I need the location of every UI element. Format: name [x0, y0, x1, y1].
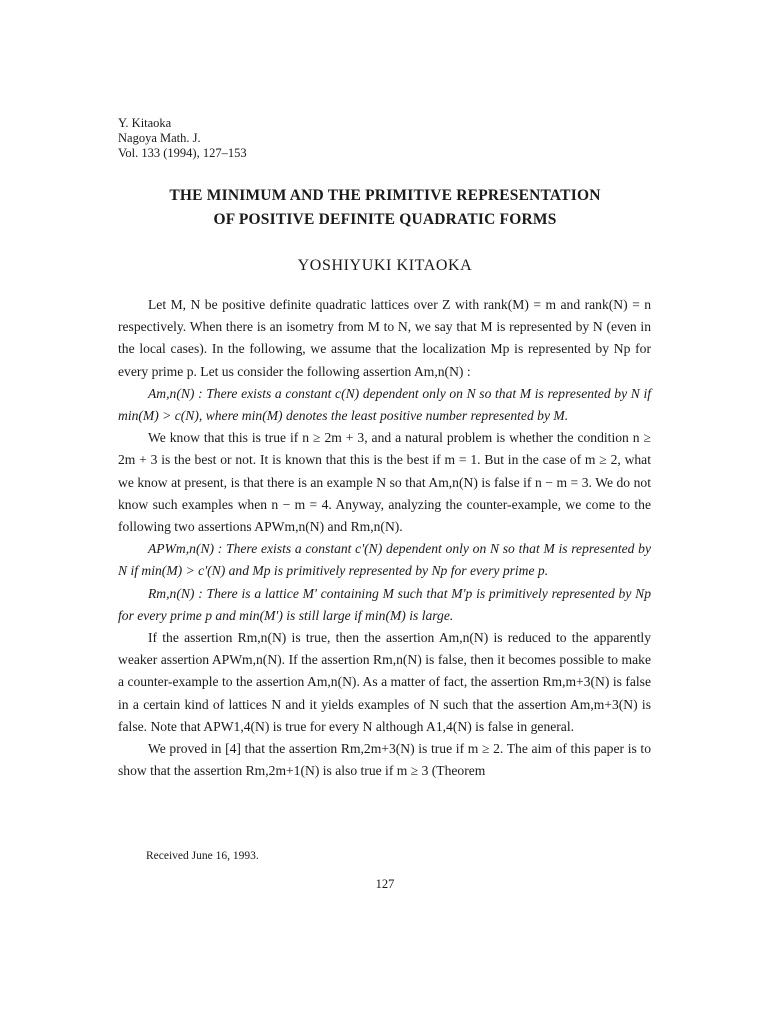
- paragraph-known-results: We know that this is true if n ≥ 2m + 3, and a natural problem is whether the condition n ≥ 2m + 3 is the best or not. It is known that this is the best if m = 1. But in the case of m ≥ 2, what we know at present, is that there is an example N so that Am,n(N) is false if n − m = 3. We do not know such examples when n − m = 4. Anyway, analyzing the counter-example, we come to the following two assertions APWm,n(N) and Rm,n(N).: [118, 430, 651, 535]
- title-line-1: THE MINIMUM AND THE PRIMITIVE REPRESENTATION: [169, 187, 601, 204]
- paragraph-reduction: If the assertion Rm,n(N) is true, then the assertion Am,n(N) is reduced to the apparently weaker assertion APWm,n(N). If the assertion Rm,n(N) is false, then it becomes possible to make a counter-example to the assertion Am,n(N). As a matter of fact, the assertion Rm,m+3(N) is false in a certain kind of lattices N and it yields examples of N such that the assertion Am,m+3(N) is false. Note that APW1,4(N) is true for every N although A1,4(N) is false in general.: [118, 630, 651, 734]
- paper-author: YOSHIYUKI KITAOKA: [297, 257, 473, 274]
- paragraph-assertion-a: Am,n(N) : There exists a constant c(N) dependent only on N so that M is represented by N if min(M) > c(N), where min(M) denotes the least positive number represented by M.: [118, 385, 651, 424]
- journal-reference: [118, 116, 247, 161]
- journal-volume: Vol. 133 (1994), 127–153: [118, 146, 247, 160]
- journal-name: Nagoya Math. J.: [118, 131, 201, 145]
- page-number: 127: [375, 877, 395, 891]
- paragraph-assertion-r: Rm,n(N) : There is a lattice M' containing M such that M'p is primitively represented by Np for every prime p and min(M') is still large if min(M) is large.: [118, 585, 651, 623]
- paper-title: [100, 184, 670, 232]
- received-footnote: Received June 16, 1993.: [146, 850, 259, 862]
- paragraph-aim: We proved in [4] that the assertion Rm,2m+3(N) is true if m ≥ 2. The aim of this paper is to show that the assertion Rm,2m+1(N) is also true if m ≥ 3 (Theorem: [118, 741, 651, 779]
- journal-author: Y. Kitaoka: [118, 116, 172, 130]
- title-line-2: OF POSITIVE DEFINITE QUADRATIC FORMS: [213, 211, 557, 228]
- paragraph-assertion-apw: APWm,n(N) : There exists a constant c'(N) dependent only on N so that M is represented by N if min(M) > c'(N) and Mp is primitively represented by Np for every prime p.: [118, 541, 651, 579]
- paragraph-intro: Let M, N be positive definite quadratic lattices over Z with rank(M) = m and rank(N) = n respectively. When there is an isometry from M to N, we say that M is represented by N (even in the local cases). In the following, we assume that the localization Mp is represented by Np for every prime p. Let us consider the following assertion Am,n(N) :: [118, 297, 651, 379]
- paper-body: [118, 294, 651, 782]
